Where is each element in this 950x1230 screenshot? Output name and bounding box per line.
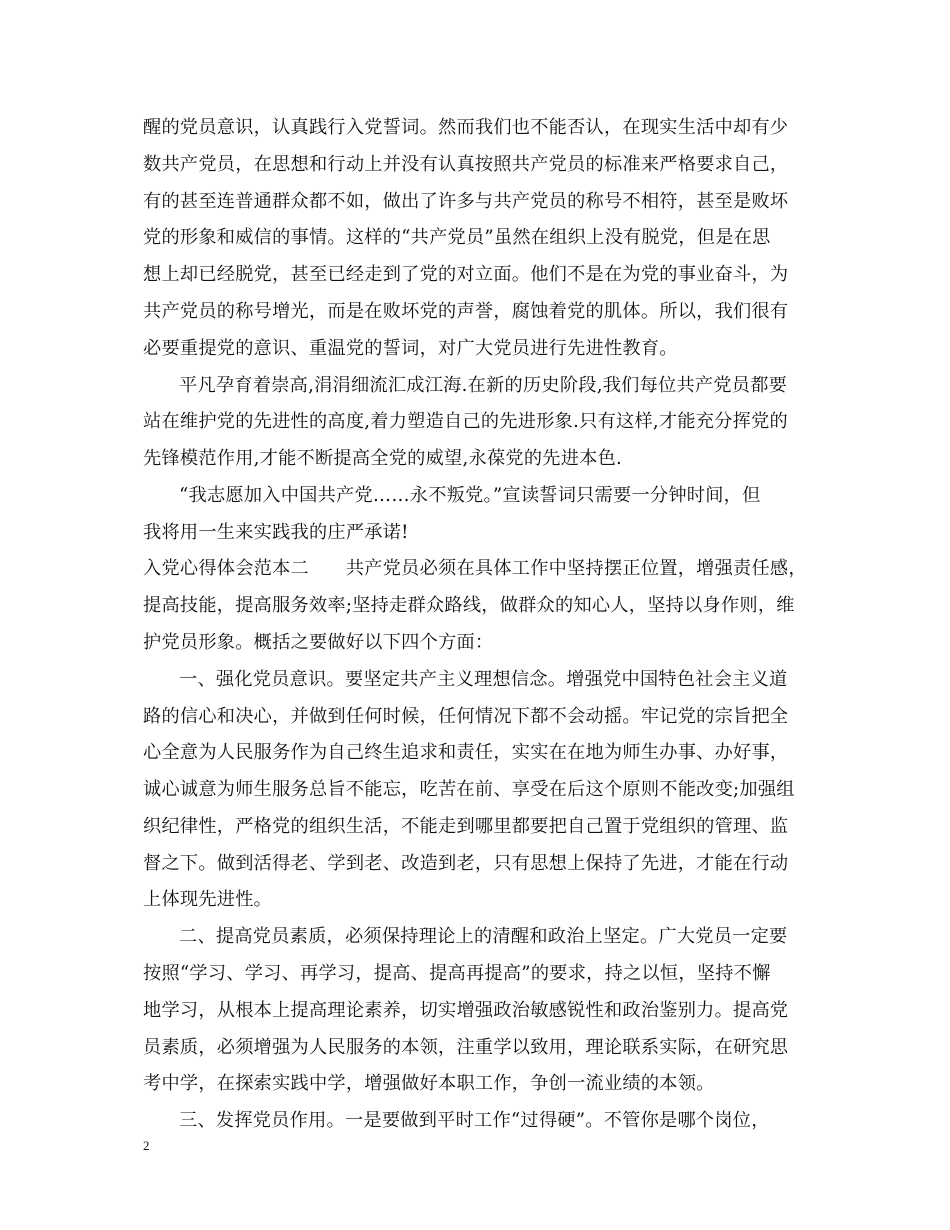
text-line: 必要重提党的意识、重温党的誓词，对广大党员进行先进性教育。 [143,338,678,359]
text-line: 站在维护党的先进性的高度,着力塑造自己的先进形象.只有这样,才能充分挥党的 [143,411,788,432]
text-line: 地学习，从根本上提高理论素养，切实增强政治敏感锐性和政治鉴别力。提高党 [143,1000,789,1021]
text-line: 先锋模范作用,才能不断提高全党的威望,永葆党的先进本色. [143,448,623,469]
text-line: 党的形象和威信的事情。这样的“共产党员”虽然在组织上没有脱党，但是在思 [143,227,771,248]
text-line: 一、强化党员意识。要坚定共产主义理想信念。增强党中国特色社会主义道 [179,669,788,690]
text-line: 路的信心和决心，并做到任何时候，任何情况下都不会动摇。牢记党的宗旨把全 [143,706,789,727]
text-line: 上体现先进性。 [143,889,273,910]
text-line: 考中学，在探索实践中学，增强做好本职工作，争创一流业绩的本领。 [143,1073,715,1094]
text-line: 心全意为人民服务作为自己终生追求和责任，实实在在地为师生办事、办好事， [143,742,789,763]
text-line: 督之下。做到活得老、学到老、改造到老，只有思想上保持了先进，才能在行动 [143,853,789,874]
text-line: 二、提高党员素质，必须保持理论上的清醒和政治上坚定。广大党员一定要 [179,926,788,947]
text-line: 有的甚至连普通群众都不如，做出了许多与共产党员的称号不相符，甚至是败坏 [143,191,789,212]
text-line: 员素质，必须增强为人民服务的本领，注重学以致用，理论联系实际，在研究思 [143,1037,789,1058]
text-line: 入党心得体会范本二 共产党员必须在具体工作中坚持摆正位置，增强责任感， [143,558,807,579]
text-line: 我将用一生来实践我的庄严承诺! [143,522,409,543]
text-line: 按照“学习、学习、再学习，提高、提高再提高”的要求，持之以恒，坚持不懈 [143,963,771,984]
text-line: 平凡孕育着崇高,涓涓细流汇成江海.在新的历史阶段,我们每位共产党员都要 [179,375,788,396]
text-line: 醒的党员意识，认真践行入党誓词。然而我们也不能否认，在现实生活中却有少 [143,117,789,138]
text-line: 共产党员的称号增光，而是在败坏党的声誉，腐蚀着党的肌体。所以，我们很有 [143,301,789,322]
text-line: 三、发挥党员作用。一是要做到平时工作“过得硬”。不管你是哪个岗位， [179,1110,770,1131]
text-line: “我志愿加入中国共产党……永不叛党。”宣读誓词只需要一分钟时间，但 [179,485,761,506]
text-line: 提高技能，提高服务效率;坚持走群众路线，做群众的知心人，坚持以身作则，维 [143,595,795,616]
page-number: 2 [143,1138,150,1153]
text-line: 护党员形象。概括之要做好以下四个方面： [143,632,494,653]
text-line: 诚心诚意为师生服务总旨不能忘，吃苦在前、享受在后这个原则不能改变;加强组 [143,779,795,800]
text-line: 织纪律性，严格党的组织生活，不能走到哪里都要把自己置于党组织的管理、监 [143,816,789,837]
text-line: 数共产党员，在思想和行动上并没有认真按照共产党员的标准来严格要求自己， [143,154,789,175]
text-line: 想上却已经脱党，甚至已经走到了党的对立面。他们不是在为党的事业奋斗，为 [143,264,789,285]
